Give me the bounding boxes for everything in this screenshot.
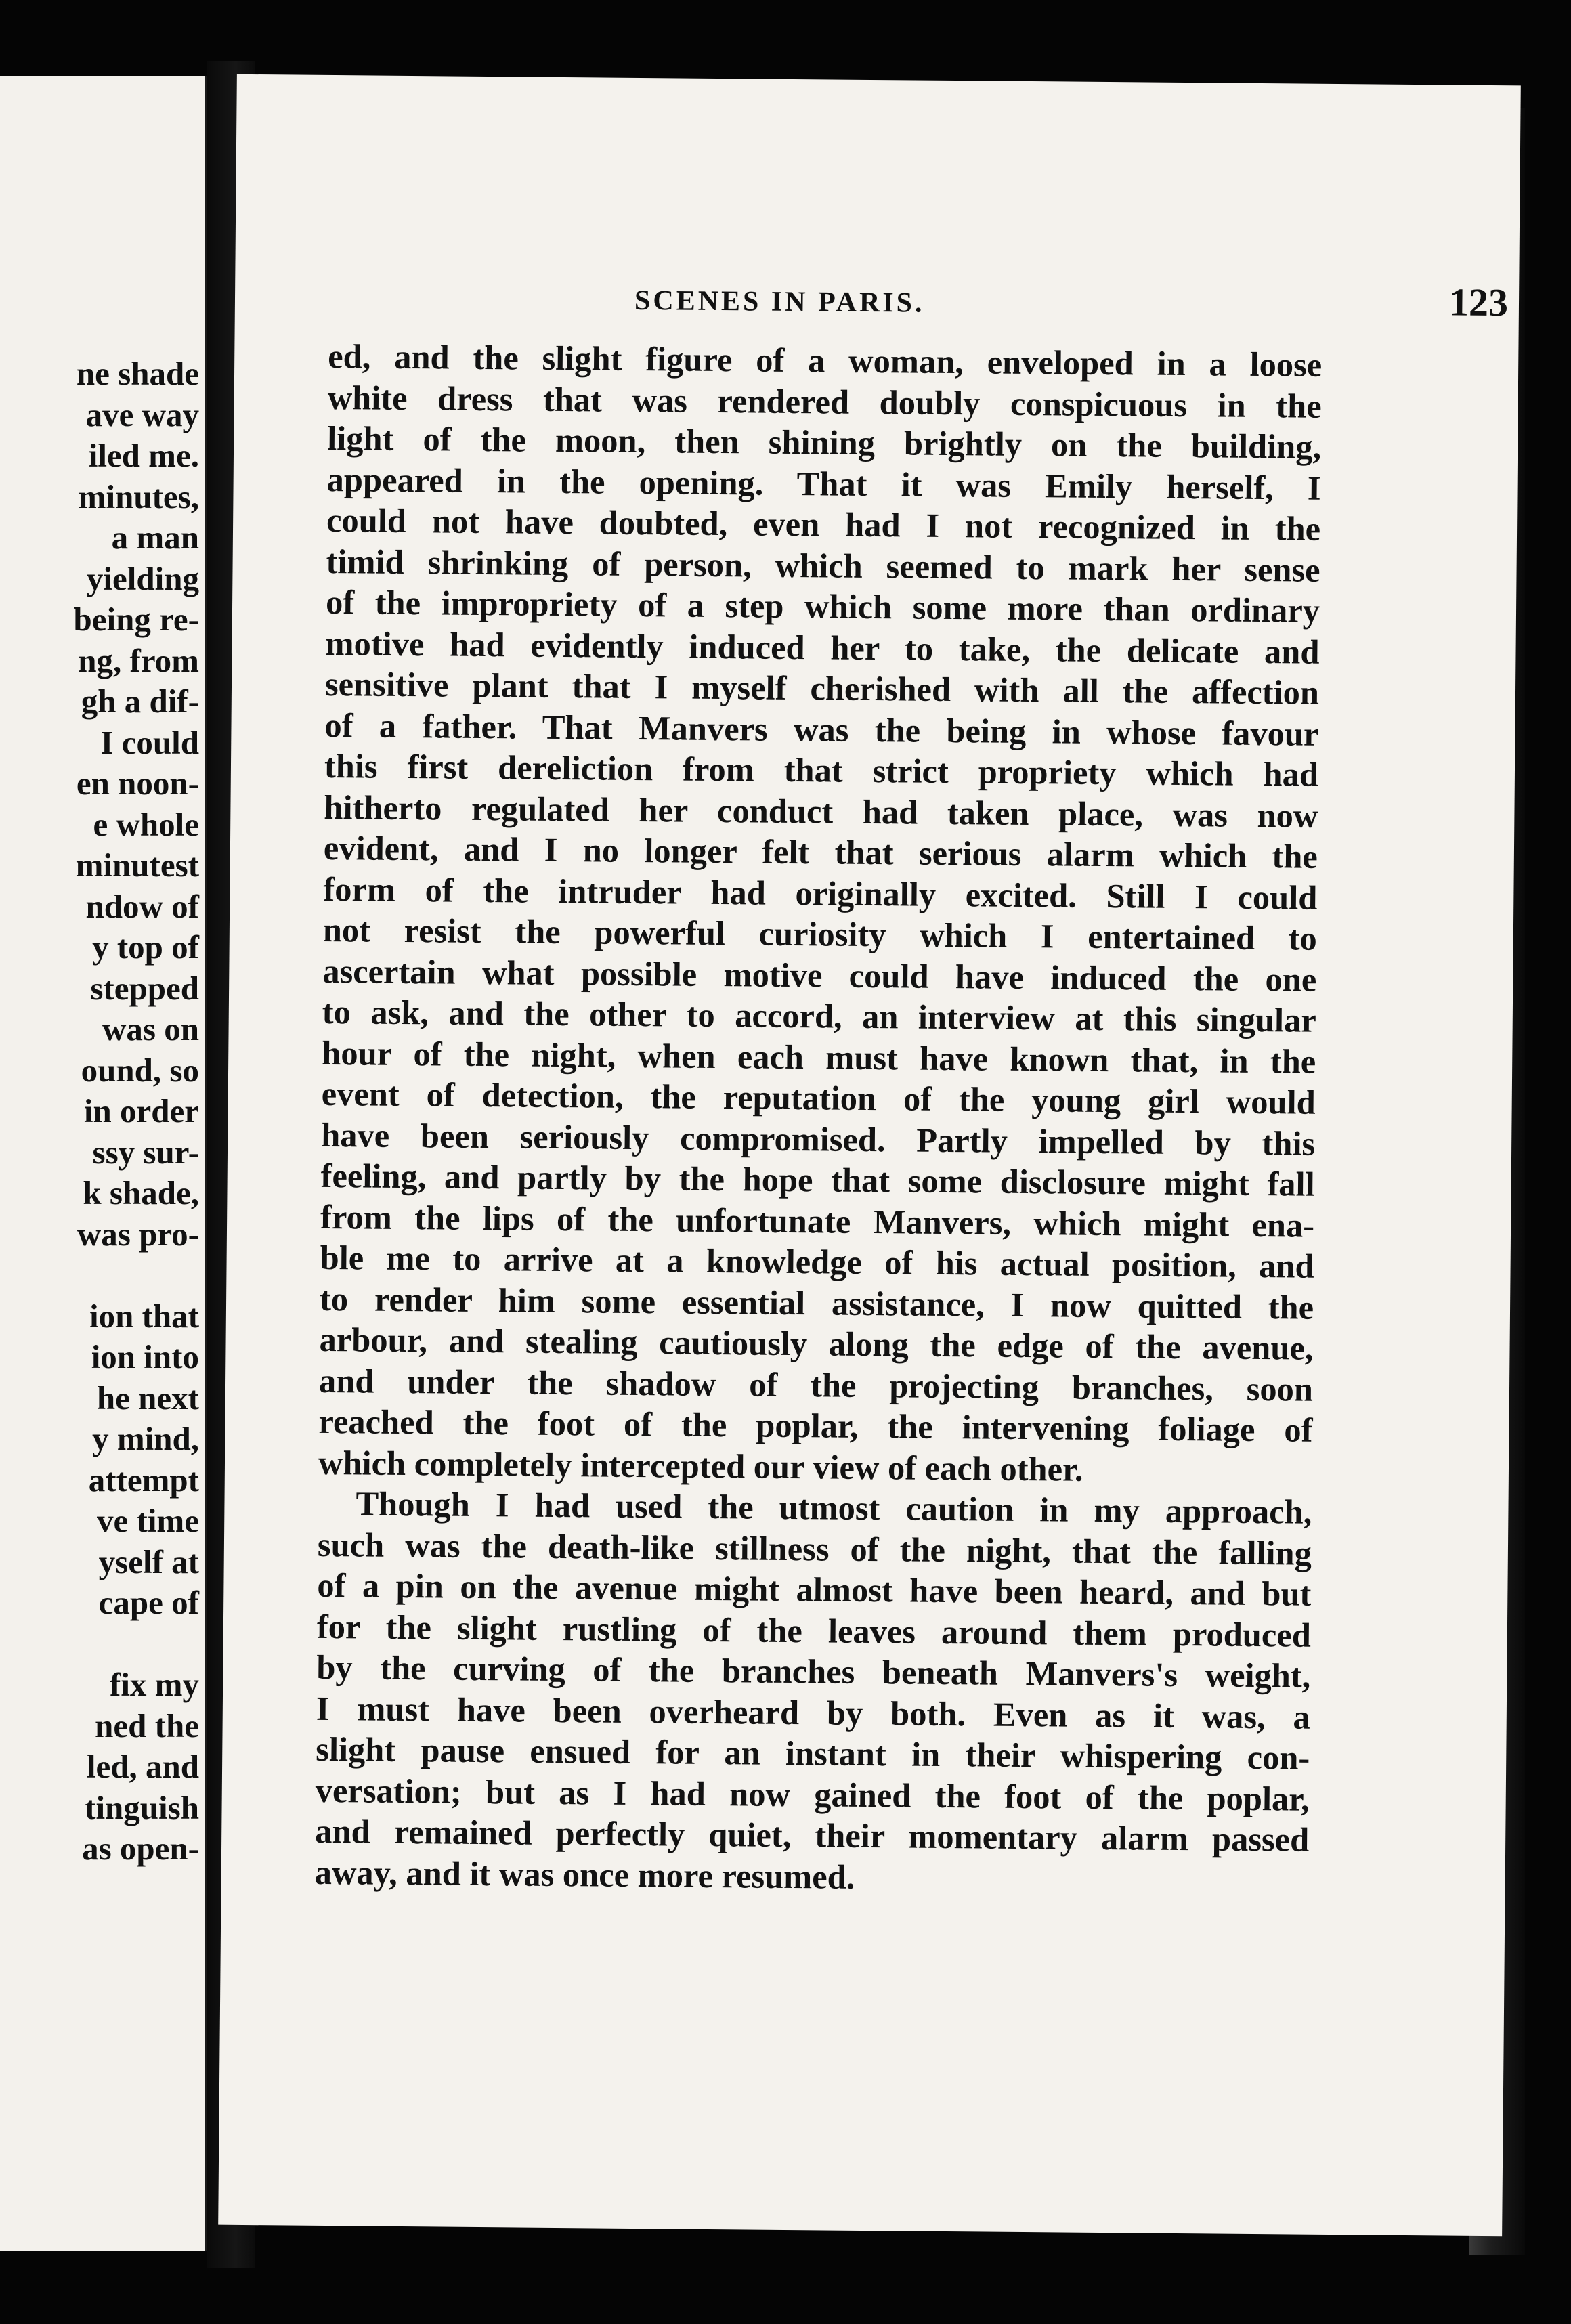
facing-page-line: ave way bbox=[85, 395, 199, 433]
facing-page-line: yself at bbox=[98, 1543, 199, 1580]
text-line: from the lips of the unfortunate Manvers, which might ena- bbox=[320, 1197, 1315, 1245]
text-line: ble me to arrive at a knowledge of his actual position, and bbox=[320, 1238, 1314, 1285]
facing-page-text bbox=[0, 353, 199, 1870]
facing-page-line: in order bbox=[83, 1092, 199, 1129]
text-line: white dress that was rendered doubly conspicuous in the bbox=[327, 378, 1322, 425]
text-line: arbour, and stealing cautiously along the edge of the avenue, bbox=[319, 1320, 1314, 1367]
facing-page-line: attempt bbox=[88, 1461, 199, 1499]
text-line: appeared in the opening. That it was Emily herself, I bbox=[326, 460, 1321, 507]
text-line: hitherto regulated her conduct had taken place, was now bbox=[324, 788, 1318, 835]
text-line: reached the foot of the poplar, the intervening foliage of bbox=[318, 1402, 1313, 1449]
text-line: by the curving of the branches beneath Manvers's weight, bbox=[316, 1648, 1311, 1695]
facing-page-line: fix my bbox=[110, 1666, 199, 1703]
text-line: and under the shadow of the projecting branches, soon bbox=[318, 1361, 1314, 1408]
facing-page-line: being re- bbox=[73, 601, 199, 638]
text-line: hour of the night, when each must have known that, in the bbox=[322, 1033, 1316, 1081]
facing-page-line: was on bbox=[102, 1010, 199, 1048]
text-line: away, and it was once more resumed. bbox=[314, 1853, 855, 1896]
text-line: this first dereliction from that strict propriety which had bbox=[324, 746, 1319, 794]
text-line: of the impropriety of a step which some more than ordinary bbox=[325, 582, 1320, 630]
facing-page-line bbox=[0, 1255, 199, 1296]
facing-page-line: ion into bbox=[91, 1338, 199, 1375]
text-line: ascertain what possible motive could have induced the one bbox=[322, 951, 1317, 999]
text-line: to render him some essential assistance, I now quitted the bbox=[319, 1279, 1314, 1327]
facing-page-line: k shade, bbox=[83, 1174, 199, 1211]
text-line: such was the death-like stillness of the night, that the falling bbox=[317, 1525, 1312, 1572]
facing-page-line: I could bbox=[100, 723, 199, 761]
facing-page-line: ve time bbox=[97, 1502, 199, 1539]
text-line: slight pause ensued for an instant in their whispering con- bbox=[316, 1729, 1310, 1777]
text-line: I must have been overheard by both. Even as it was, a bbox=[316, 1689, 1311, 1736]
text-line: ed, and the slight figure of a woman, enveloped in a loose bbox=[328, 337, 1322, 384]
facing-page-line: ne shade bbox=[76, 355, 199, 392]
facing-page-line: he next bbox=[96, 1379, 199, 1417]
facing-page-line: tinguish bbox=[85, 1788, 199, 1826]
text-line: Though I had used the utmost caution in my approach, bbox=[356, 1484, 1312, 1531]
text-line: have been seriously compromised. Partly impelled by this bbox=[320, 1115, 1316, 1163]
facing-page-line: ion that bbox=[89, 1297, 199, 1335]
text-line: and remained perfectly quiet, their momentary alarm passed bbox=[315, 1811, 1310, 1859]
facing-page-line: stepped bbox=[90, 969, 199, 1007]
page-number: 123 bbox=[1448, 280, 1509, 325]
facing-page-line: ssy sur- bbox=[92, 1133, 199, 1171]
facing-page-line: e whole bbox=[93, 805, 199, 843]
page-header bbox=[634, 271, 1509, 339]
text-line: of a pin on the avenue might almost have been heard, and but bbox=[317, 1566, 1312, 1613]
text-line: versation; but as I had now gained the foot of the poplar, bbox=[315, 1771, 1310, 1818]
facing-page-line: minutes, bbox=[78, 477, 199, 515]
facing-page-line: ound, so bbox=[81, 1051, 199, 1089]
text-line: feeling, and partly by the hope that some disclosure might fall bbox=[320, 1156, 1315, 1203]
facing-page-line: as open- bbox=[82, 1830, 199, 1867]
facing-page-left bbox=[0, 76, 207, 2251]
text-line: of a father. That Manvers was the being in whose favour bbox=[324, 706, 1319, 753]
text-line: not resist the powerful curiosity which I entertained to bbox=[322, 910, 1318, 957]
facing-page-line: ndow of bbox=[85, 887, 199, 925]
facing-page-line: was pro- bbox=[77, 1215, 199, 1253]
facing-page-line: y top of bbox=[92, 928, 199, 966]
facing-page-line: ng, from bbox=[78, 641, 199, 679]
facing-page-line: en noon- bbox=[76, 765, 199, 802]
facing-page-line: a man bbox=[111, 519, 199, 556]
text-line: sensitive plant that I myself cherished with all the affection bbox=[324, 664, 1320, 712]
facing-page-line: cape of bbox=[98, 1584, 199, 1621]
text-line: for the slight rustling of the leaves around them produced bbox=[316, 1607, 1312, 1654]
text-line: form of the intruder had originally excited. Still I could bbox=[323, 869, 1318, 917]
facing-page-line: iled me. bbox=[88, 437, 199, 474]
facing-page-line: ned the bbox=[95, 1706, 199, 1744]
text-line: timid shrinking of person, which seemed to mark her sense bbox=[326, 542, 1320, 589]
text-line: evident, and I no longer felt that serious alarm which the bbox=[323, 828, 1318, 876]
facing-page-line: led, and bbox=[86, 1748, 199, 1785]
facing-page-line: y mind, bbox=[92, 1420, 199, 1457]
facing-page-line bbox=[0, 1624, 199, 1665]
text-line: event of detection, the reputation of the young girl would bbox=[321, 1074, 1316, 1121]
text-line: could not have doubted, even had I not recognized in the bbox=[326, 500, 1321, 548]
page-right bbox=[218, 74, 1521, 2236]
text-line: which completely intercepted our view of each other. bbox=[318, 1443, 1083, 1488]
facing-page-line: gh a dif- bbox=[81, 683, 199, 720]
text-line: motive had evidently induced her to take, the delicate and bbox=[325, 624, 1320, 671]
facing-page-line: yielding bbox=[86, 559, 199, 597]
facing-page-line: minutest bbox=[75, 846, 199, 884]
text-line: light of the moon, then shining brightly on the building, bbox=[326, 418, 1322, 466]
running-head: SCENES IN PARIS. bbox=[634, 284, 925, 319]
text-line: to ask, and the other to accord, an interview at this singular bbox=[322, 992, 1317, 1039]
body-text bbox=[314, 336, 1322, 1901]
